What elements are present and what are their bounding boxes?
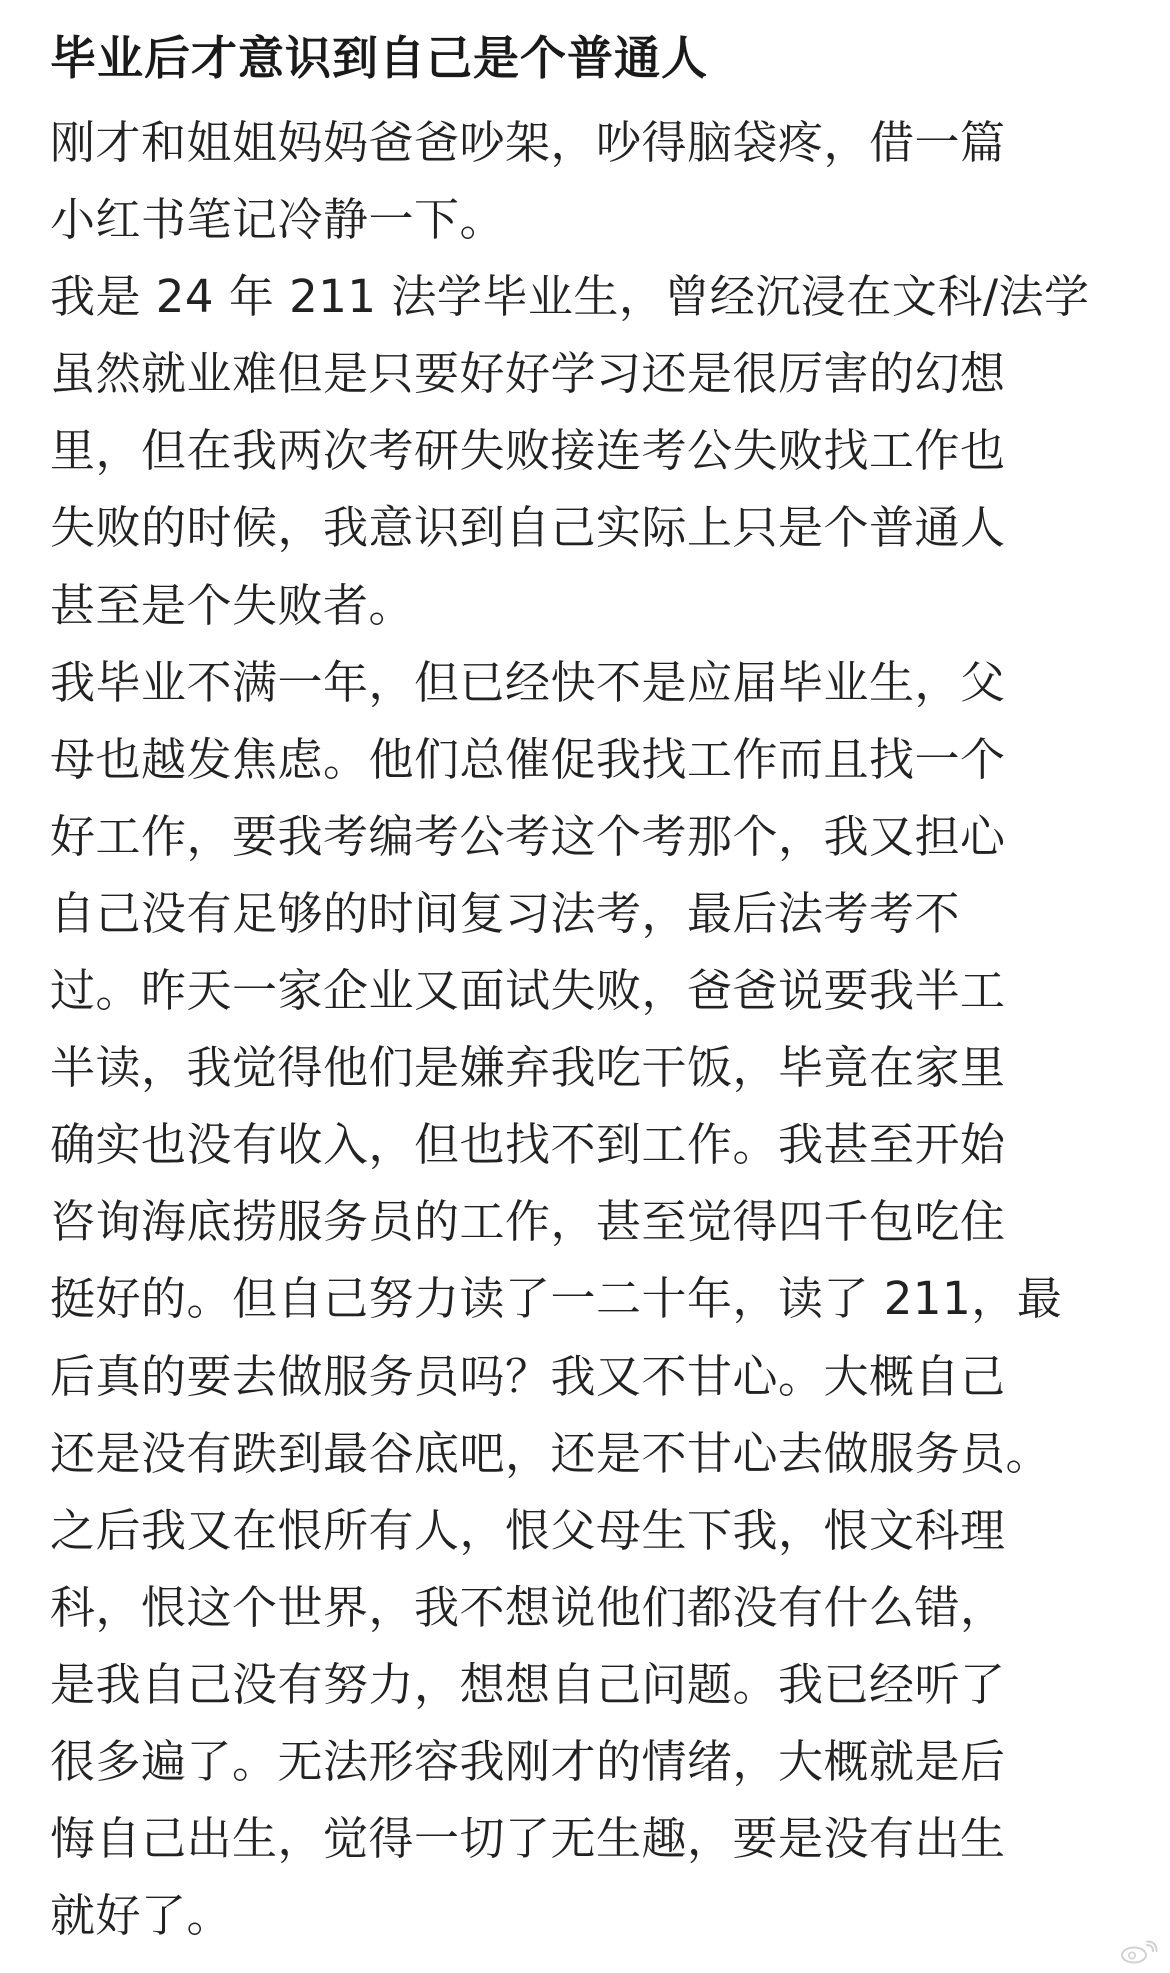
- post-body-line: 甚至是个失败者。: [50, 578, 415, 632]
- post-body-line: 过。昨天一家企业又面试失败，爸爸说要我半工: [50, 964, 1006, 1018]
- post-body-line: 悔自己出生，觉得一切了无生趣，要是没有出生: [50, 1812, 1006, 1866]
- post-body-line: 我毕业不满一年，但已经快不是应届毕业生，父: [50, 655, 1006, 709]
- post-body-line: 好工作，要我考编考公考这个考那个，我又担心: [50, 809, 1006, 863]
- post-body: [50, 104, 1125, 1954]
- post-body-line: 自己没有足够的时间复习法考，最后法考考不: [50, 886, 961, 940]
- post-body-line: 小红书笔记冷静一下。: [50, 193, 506, 247]
- post-body-line: 虽然就业难但是只要好好学习还是很厉害的幻想: [50, 347, 1006, 401]
- post-body-line: 半读，我觉得他们是嫌弃我吃干饭，毕竟在家里: [50, 1041, 1006, 1095]
- post-body-line: 就好了。: [50, 1889, 233, 1943]
- post-body-line: 咨询海底捞服务员的工作，甚至觉得四千包吃住: [50, 1195, 1006, 1249]
- post-body-line: 科，恨这个世界，我不想说他们都没有什么错，: [50, 1580, 1006, 1634]
- post-body-line: 母也越发焦虑。他们总催促我找工作而且找一个: [50, 732, 1006, 786]
- weibo-logo-icon: [1116, 1939, 1160, 1965]
- post-body-line: 我是 24 年 211 法学毕业生，曾经沉浸在文科/法学: [50, 270, 1090, 324]
- post-body-line: 很多遍了。无法形容我刚才的情绪，大概就是后: [50, 1734, 1006, 1788]
- post-body-line: 之后我又在恨所有人，恨父母生下我，恨文科理: [50, 1503, 1006, 1557]
- post-title: 毕业后才意识到自己是个普通人: [50, 31, 708, 85]
- post-body-line: 里，但在我两次考研失败接连考公失败找工作也: [50, 424, 1006, 478]
- post-body-line: 是我自己没有努力，想想自己问题。我已经听了: [50, 1657, 1006, 1711]
- post-body-line: 还是没有跌到最谷底吧，还是不甘心去做服务员。: [50, 1426, 1052, 1480]
- post-body-line: 挺好的。但自己努力读了一二十年，读了 211，最: [50, 1272, 1063, 1326]
- post-card: [50, 0, 1125, 1954]
- post-body-line: 失败的时候，我意识到自己实际上只是个普通人: [50, 501, 1006, 555]
- post-body-line: 确实也没有收入，但也找不到工作。我甚至开始: [50, 1118, 1006, 1172]
- post-body-line: 刚才和姐姐妈妈爸爸吵架，吵得脑袋疼，借一篇: [50, 116, 1006, 169]
- post-body-line: 后真的要去做服务员吗？我又不甘心。大概自己: [50, 1349, 1006, 1403]
